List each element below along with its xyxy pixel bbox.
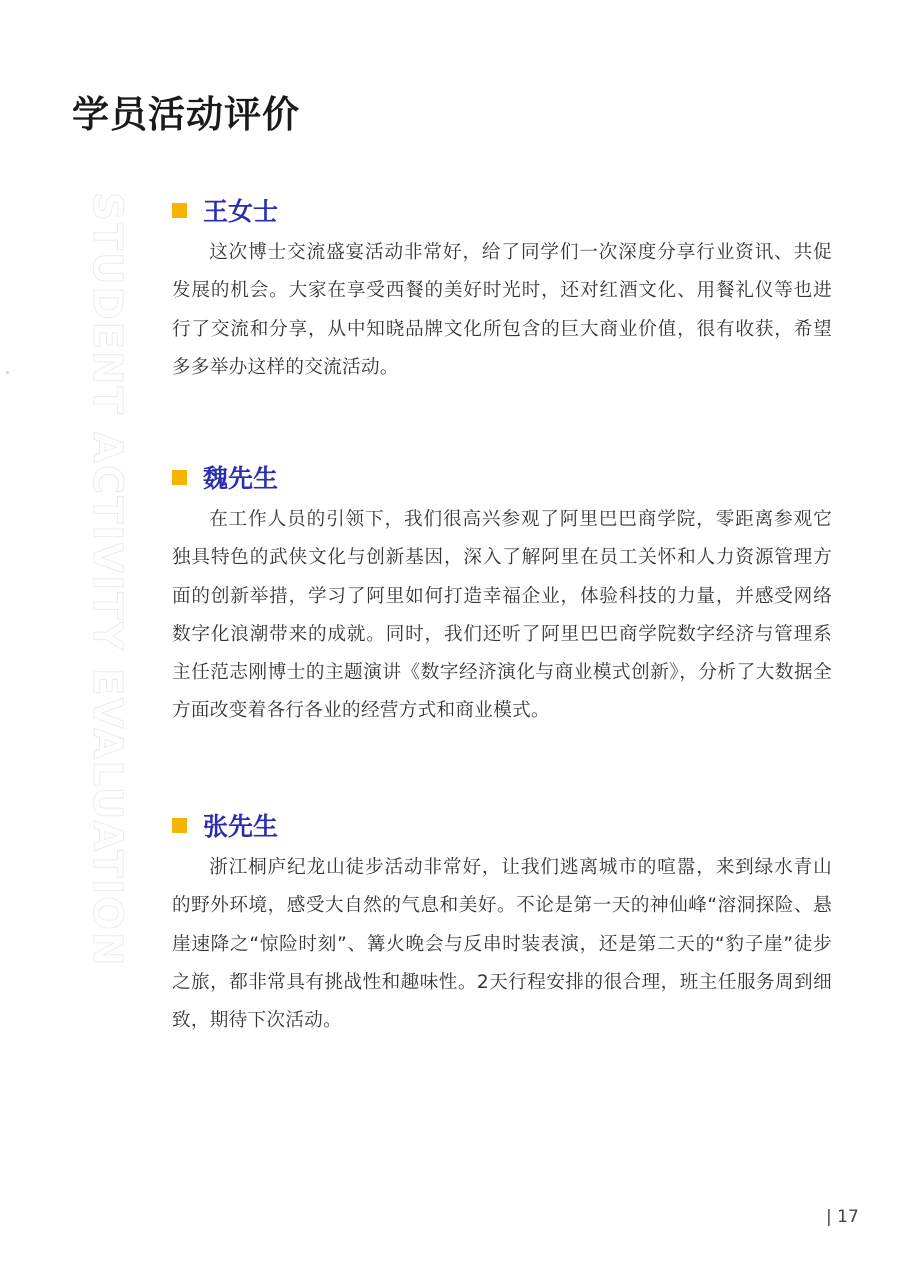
- watermark-text: STUDENT ACTIVITY EVALUATION: [84, 192, 130, 968]
- review-section-2: [172, 460, 832, 731]
- review-text: 在工作人员的引领下，我们很高兴参观了阿里巴巴商学院，零距离参观它独具特色的武侠文化与创新基因，深入了解阿里在员工关怀和人力资源管理方面的创新举措，学习了阿里如何打造幸福企业，体验科技的力量，并感受网络数字化浪潮带来的成就。同时，我们还听了阿里巴巴商学院数字经济与管理系主任范志刚博士的主题演讲《数字经济演化与商业模式创新》，分析了大数据全方面改变着各行各业的经营方式和商业模式。: [172, 509, 832, 722]
- page-number: | 17: [826, 1207, 859, 1227]
- review-text: 这次博士交流盛宴活动非常好，给了同学们一次深度分享行业资讯、共促发展的机会。大家在享受西餐的美好时光时，还对红酒文化、用餐礼仪等也进行了交流和分享，从中知晓品牌文化所包含的巨大商业价值，很有收获，希望多多举办这样的交流活动。: [172, 242, 832, 378]
- review-section-1: [172, 193, 832, 387]
- review-header: [172, 808, 832, 842]
- decorative-dot: [6, 371, 9, 374]
- review-text: 浙江桐庐纪龙山徒步活动非常好，让我们逃离城市的喧嚣，来到绿水青山的野外环境，感受大自然的气息和美好。不论是第一天的神仙峰“溶洞探险、悬崖速降之“惊险时刻”、篝火晚会与反串时装表演，还是第二天的“豹子崖”徒步之旅，都非常具有挑战性和趣味性。2天行程安排的很合理，班主任服务周到细致，期待下次活动。: [172, 857, 832, 1032]
- square-bullet-icon: [172, 470, 187, 485]
- reviewer-name: 王女士: [203, 197, 279, 226]
- reviewer-name: 张先生: [203, 812, 279, 841]
- review-section-3: [172, 808, 832, 1040]
- page-title: 学员活动评价: [72, 93, 300, 136]
- square-bullet-icon: [172, 203, 187, 218]
- square-bullet-icon: [172, 818, 187, 833]
- review-header: [172, 193, 832, 227]
- reviewer-name: 魏先生: [203, 464, 279, 493]
- review-header: [172, 460, 832, 494]
